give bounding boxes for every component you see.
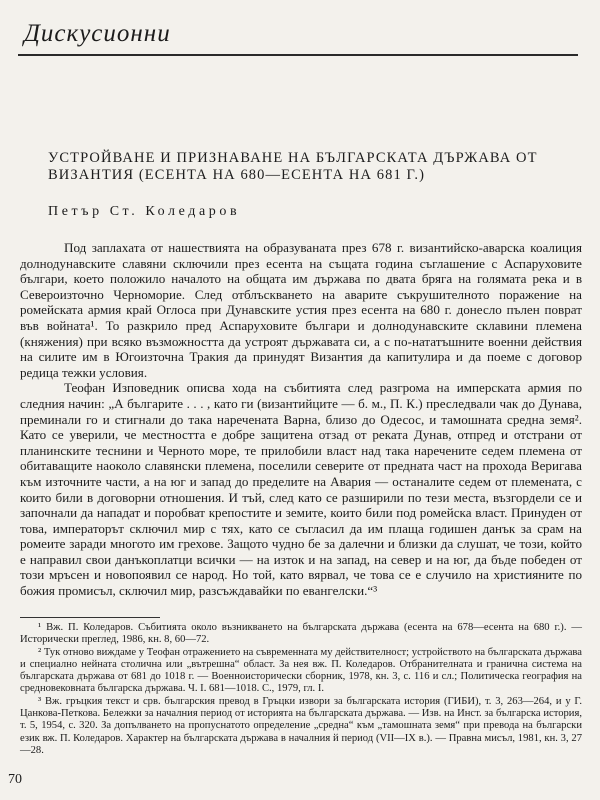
footnote: ² Тук отново виждаме у Теофан отражението на съвременната му действителност; устройството на българската държава и специално нейната столична или „вътрешна“ област. За нея вж. П. Коледаров. Отбранителната и гранична система на българската държава от 681 до 1018 г. — Военноисторически сборник, 1978, кн. 3, с. 116 и сл.; Политическа география на средновековната българска държава. Ч. I. 681—1018. С., 1979, гл. I. (20, 646, 582, 695)
footnotes (20, 622, 582, 757)
page-number: 70 (8, 772, 22, 787)
article-author: Петър Ст. Коледаров (48, 204, 241, 219)
article-title: УСТРОЙВАНЕ И ПРИЗНАВАНЕ НА БЪЛГАРСКАТА ДЪРЖАВА ОТ ВИЗАНТИЯ (ЕСЕНТА НА 680—ЕСЕНТА НА 681 Г.) (48, 150, 538, 183)
footnote: ³ Вж. гръцкия текст и срв. българския превод в Гръцки извори за българската история (ГИБИ), т. 3, 263—264, и у Г. Цанкова-Петкова. Бележки за началния период от историята на българската държава. — Изв. на Инст. за българска история, т. 5, 1954, с. 320. За допълването на пропуснатото определение „средна“ към „тамошната земя“ при превода на български език вж. П. Коледаров. Характер на българската държава в началния й период (VII—IX в.). — Правна мисъл, 1981, кн. 3, 27—28. (20, 695, 582, 756)
body-paragraph: Под заплахата от нашествията на образуваната през 678 г. византийско-аварска коалиция долнодунавските славяни сключили през есента на същата година съглашение с Аспаруховите българи, което положило началото на общата им държава по двата бряга на голямата река и в Североизточно Черноморие. След отблъскването на аварите съкрушителното поражение на ромейската армия край Оглоса при Дунавските устия през есента на 680 г. донесло пълен поврат във войната¹. То разкрило пред Аспаруховите българи и долнодунавските склавини племена (княжения) при всяко възможността да устроят държавата си, а с по-нататъшните военни действия на силите им в Югоизточна Тракия да принудят Византия да капитулира и да поеме с договор редица тежки условия. (20, 240, 582, 380)
body-paragraph: Теофан Изповедник описва хода на събитията след разгрома на имперската армия по следния начин: „А българите . . . , като ги (византийците — б. м., П. К.) преследвали чак до Дунава, преминали го и стигнали до така наречената Варна, близо до Одесос, и тамошната средна земя². Като се уверили, че местността е добре защитена отзад от реката Дунав, отпред и отстрани от планинските теснини и Черното море, те прилобили власт над така наречените седем племена от обитаващите наоколо славянски племена, поселили северите от предната част на прохода Веригава към източните части, а на юг и запад до пределите на Авария — останалите седем от племената, с които били в договорни отношения. И тъй, след като се разширили по тези места, възгордели се и започнали да нападат и поробват крепостите и земите, които били под ромейска власт. Принуден от това, императорът сключил мир с тях, като се съгласил да им плаща годишен данък за срам на ромеите заради многото им грехове. Защото чудно бе за далечни и близки да слушат, че този, който е направил свои данъкоплатци всички — на изток и на запад, на север и на юг, да бъде победен от този мръсен и новопоявил се народ. Но той, като вярвал, че това се е случило на християните по божия промисъл, сключил мир, разсъждавайки по евангелски.“³ (20, 380, 582, 599)
article-body (20, 240, 582, 599)
section-header (18, 20, 578, 56)
footnote: ¹ Вж. П. Коледаров. Събитията около възникването на българската държава (есента на 678—есента на 680 г.). — Исторически преглед, 1986, кн. 8, 60—72. (20, 622, 582, 646)
footnote-rule (20, 617, 160, 618)
section-title: Дискусионни (24, 20, 171, 47)
section-rule (18, 54, 578, 56)
